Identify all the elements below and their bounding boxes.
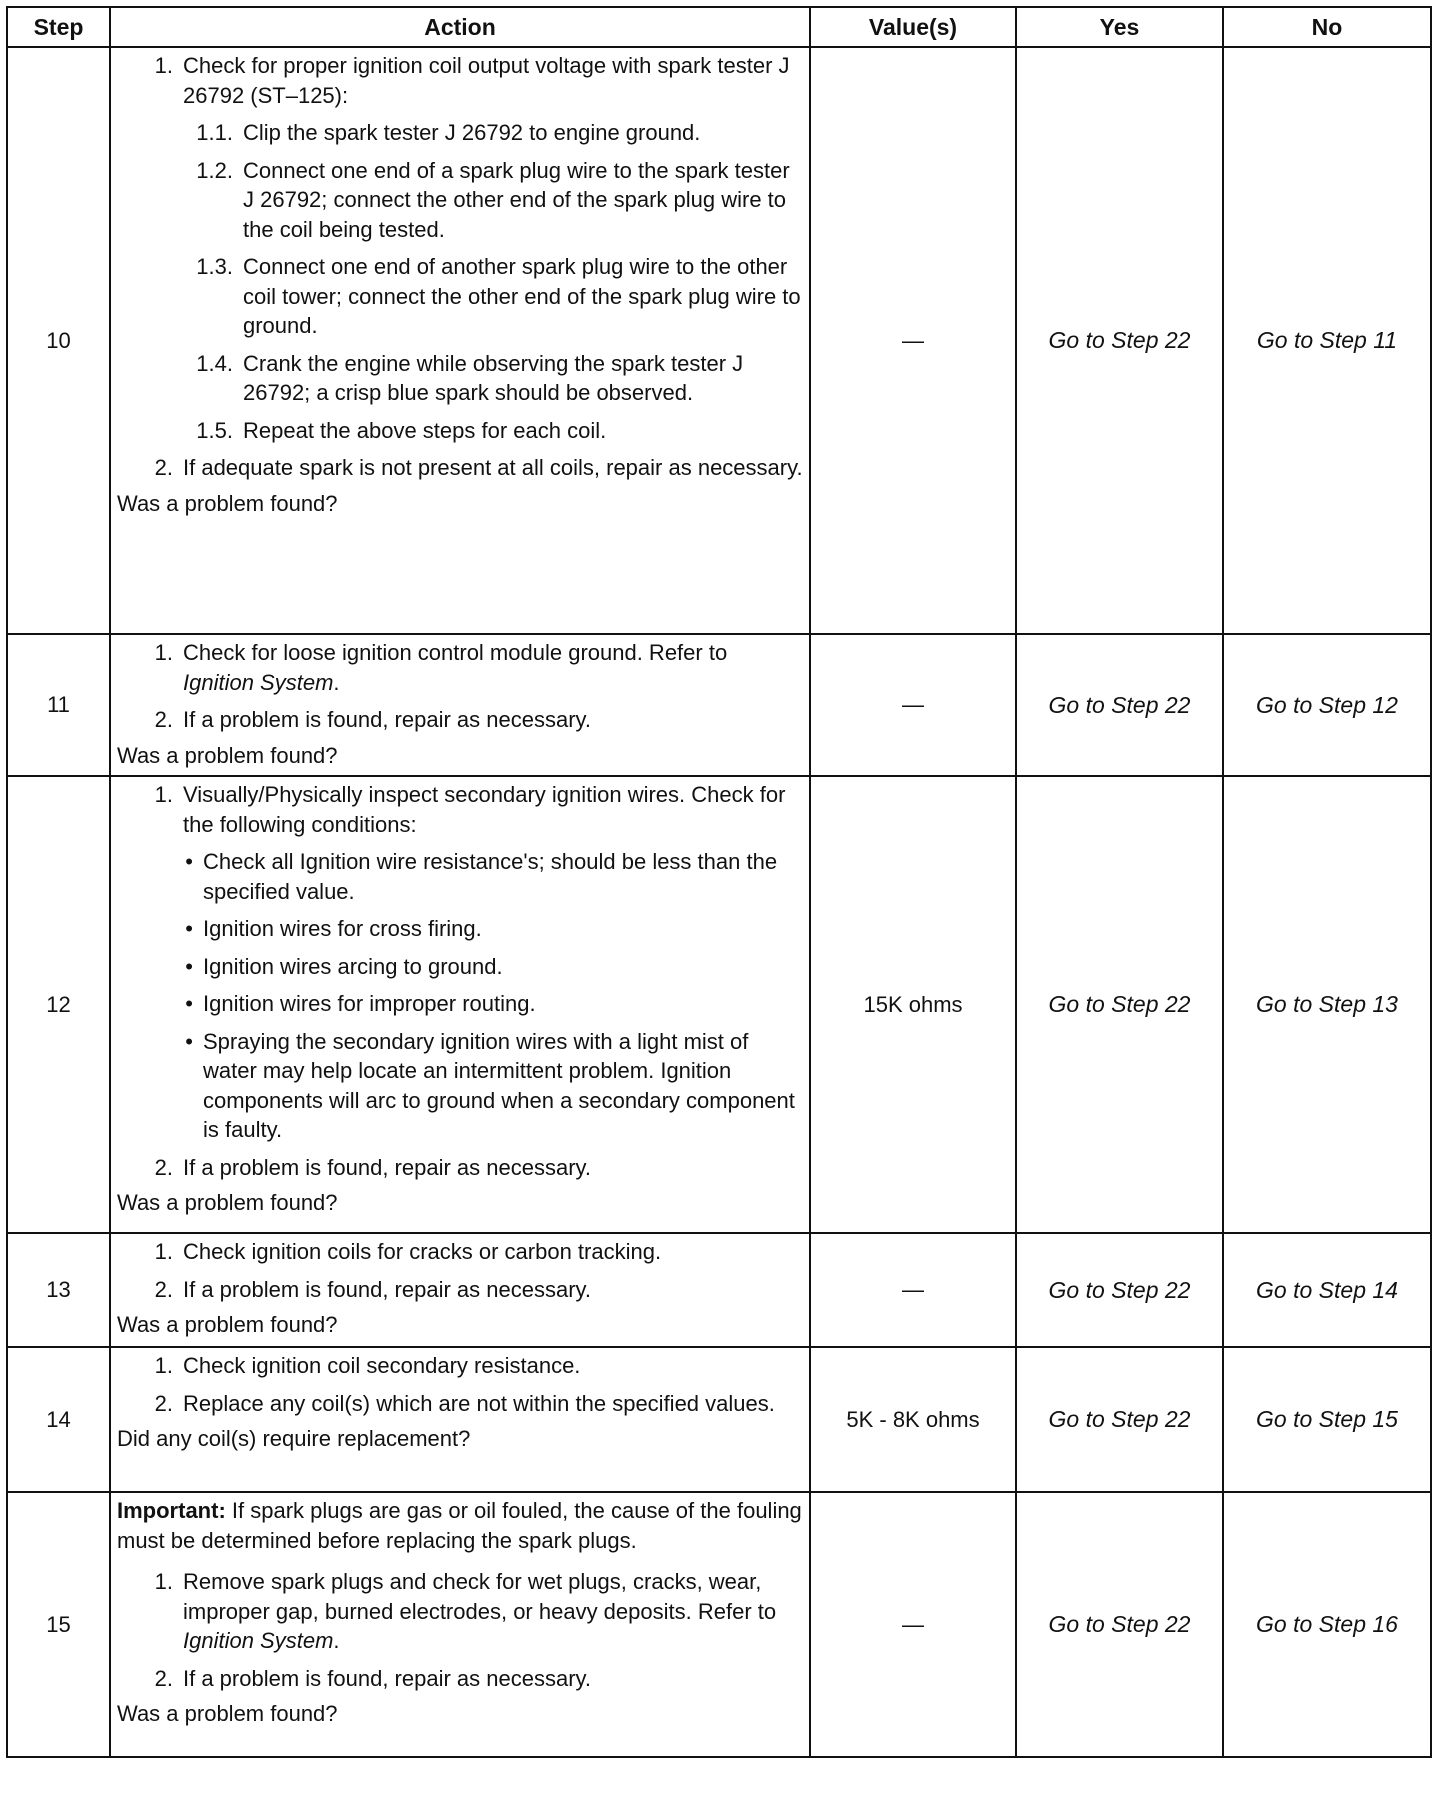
question-text: Was a problem found? bbox=[117, 1312, 338, 1337]
important-note: Important: If spark plugs are gas or oil fouled, the cause of the fouling must be determined before replacing the spark plugs. bbox=[117, 1498, 802, 1553]
yes-cell: Go to Step 22 bbox=[1016, 634, 1223, 776]
list-item: 2. If a problem is found, repair as necessary. bbox=[154, 1665, 592, 1691]
table-row-step-14 bbox=[7, 1347, 1431, 1492]
list-item: 1. Check ignition coils for cracks or carbon tracking. bbox=[154, 1239, 662, 1264]
list-item: 1. Check for proper ignition coil output voltage with spark tester J 26792 (ST–125): bbox=[154, 53, 790, 108]
table-row-step-12 bbox=[7, 776, 1431, 1233]
diagnostic-table bbox=[6, 6, 1432, 1758]
bullet-item: • Spraying the secondary ignition wires with a light mist of water may help locate an intermittent problem. Ignition components will arc to ground when a secondary component is faulty. bbox=[185, 1028, 795, 1142]
bullet-item: • Check all Ignition wire resistance's; should be less than the specified value. bbox=[185, 849, 778, 904]
header-no: No bbox=[1223, 7, 1431, 47]
table-row-step-11 bbox=[7, 634, 1431, 776]
table-row-step-15 bbox=[7, 1492, 1431, 1757]
header-action: Action bbox=[110, 7, 810, 47]
question-text: Was a problem found? bbox=[117, 1190, 338, 1215]
question-text: Did any coil(s) require replacement? bbox=[117, 1426, 471, 1451]
value-cell: — bbox=[810, 1492, 1016, 1757]
value-cell: — bbox=[810, 47, 1016, 634]
no-cell: Go to Step 13 bbox=[1223, 776, 1431, 1233]
diagnostic-table-page bbox=[6, 6, 1430, 1758]
action-cell bbox=[110, 1492, 810, 1757]
no-cell: Go to Step 16 bbox=[1223, 1492, 1431, 1757]
list-item: 1.4. Crank the engine while observing the spark tester J 26792; a crisp blue spark should be observed. bbox=[196, 350, 744, 405]
question-text: Was a problem found? bbox=[117, 1701, 338, 1726]
action-cell bbox=[110, 776, 810, 1233]
step-number: 15 bbox=[7, 1492, 110, 1757]
bullet-item: • Ignition wires for improper routing. bbox=[185, 991, 536, 1016]
header-step: Step bbox=[7, 7, 110, 47]
list-item: 2. If a problem is found, repair as necessary. bbox=[154, 1154, 592, 1180]
step-number: 12 bbox=[7, 776, 110, 1233]
bullet-item: • Ignition wires arcing to ground. bbox=[185, 953, 503, 979]
header-values: Value(s) bbox=[810, 7, 1016, 47]
list-item: 1. Check ignition coil secondary resistance. bbox=[154, 1353, 581, 1378]
table-row-step-10 bbox=[7, 47, 1431, 634]
no-cell: Go to Step 14 bbox=[1223, 1233, 1431, 1347]
no-cell: Go to Step 15 bbox=[1223, 1347, 1431, 1492]
question-text: Was a problem found? bbox=[117, 490, 338, 516]
list-item: 1.2. Connect one end of a spark plug wire to the spark tester J 26792; connect the other end of the spark plug wire to the coil being tested. bbox=[196, 157, 790, 242]
header-row bbox=[7, 7, 1431, 47]
list-item: 1.5. Repeat the above steps for each coil. bbox=[196, 417, 607, 443]
reference-link[interactable]: Ignition System bbox=[183, 669, 334, 695]
value-cell: 5K - 8K ohms bbox=[810, 1347, 1016, 1492]
action-cell bbox=[110, 47, 810, 634]
list-item: 2. If adequate spark is not present at all coils, repair as necessary. bbox=[154, 455, 803, 480]
list-item: 1.3. Connect one end of another spark plug wire to the other coil tower; connect the other end of the spark plug wire to ground. bbox=[196, 254, 801, 338]
value-cell: 15K ohms bbox=[810, 776, 1016, 1233]
list-item: 2. Replace any coil(s) which are not within the specified values. bbox=[154, 1390, 775, 1416]
action-cell bbox=[110, 1233, 810, 1347]
value-cell: — bbox=[810, 1233, 1016, 1347]
list-item: 1. Visually/Physically inspect secondary ignition wires. Check for the following conditions: bbox=[154, 782, 786, 837]
reference-link[interactable]: Ignition System bbox=[183, 1628, 334, 1653]
list-item: 1.1. Clip the spark tester J 26792 to engine ground. bbox=[196, 120, 701, 145]
yes-cell: Go to Step 22 bbox=[1016, 776, 1223, 1233]
list-item: 2. If a problem is found, repair as necessary. bbox=[154, 1276, 592, 1302]
action-cell bbox=[110, 1347, 810, 1492]
header-yes: Yes bbox=[1016, 7, 1223, 47]
action-cell bbox=[110, 634, 810, 776]
step-number: 13 bbox=[7, 1233, 110, 1347]
list-item: 2. If a problem is found, repair as necessary. bbox=[154, 707, 592, 732]
table-row-step-13 bbox=[7, 1233, 1431, 1347]
list-item: 1. Check for loose ignition control module ground. Refer to Ignition System. bbox=[154, 640, 728, 695]
bullet-item: • Ignition wires for cross firing. bbox=[185, 916, 482, 941]
yes-cell: Go to Step 22 bbox=[1016, 1347, 1223, 1492]
no-cell: Go to Step 12 bbox=[1223, 634, 1431, 776]
step-number: 11 bbox=[7, 634, 110, 776]
yes-cell: Go to Step 22 bbox=[1016, 47, 1223, 634]
list-item: 1. Remove spark plugs and check for wet plugs, cracks, wear, improper gap, burned electrodes, or heavy deposits. Refer to Ignition System. bbox=[154, 1569, 777, 1653]
question-text: Was a problem found? bbox=[117, 742, 338, 768]
yes-cell: Go to Step 22 bbox=[1016, 1492, 1223, 1757]
no-cell: Go to Step 11 bbox=[1223, 47, 1431, 634]
step-number: 10 bbox=[7, 47, 110, 634]
value-cell: — bbox=[810, 634, 1016, 776]
yes-cell: Go to Step 22 bbox=[1016, 1233, 1223, 1347]
step-number: 14 bbox=[7, 1347, 110, 1492]
important-label: Important: bbox=[117, 1498, 226, 1523]
